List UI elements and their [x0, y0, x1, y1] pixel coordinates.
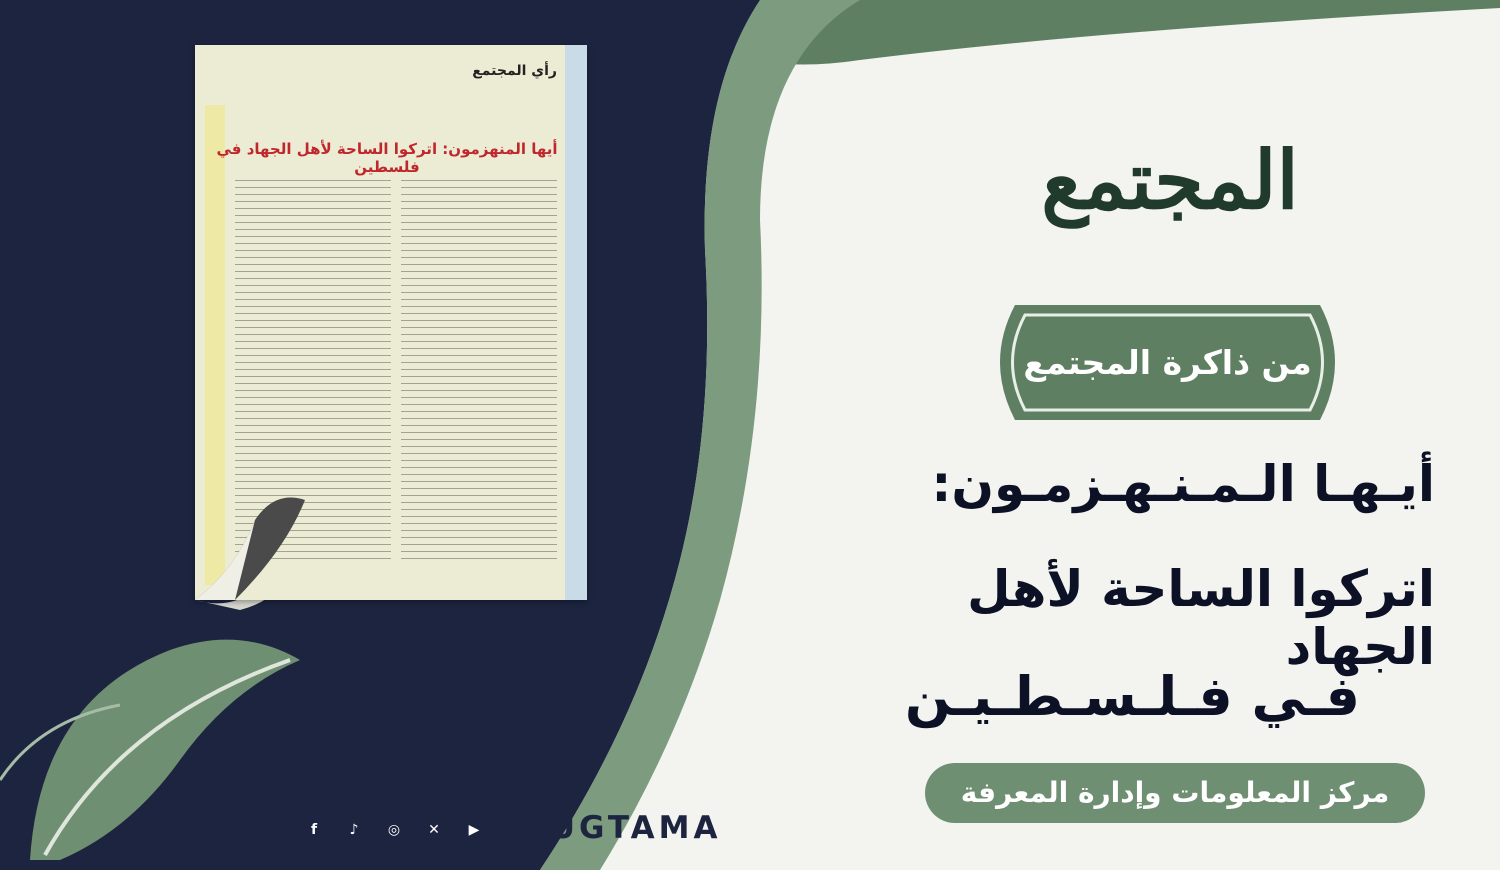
title-line-1: أيـهـا الـمـنـهـزمـون: — [931, 455, 1435, 513]
social-icons — [298, 812, 490, 848]
facebook-icon[interactable]: f — [298, 814, 330, 846]
page-curl — [195, 470, 325, 600]
brand-name: MUGTAMA — [515, 810, 722, 846]
ribbon-label: من ذاكرة المجتمع — [1023, 343, 1312, 382]
x-icon[interactable]: ✕ — [418, 814, 450, 846]
scan-edge — [565, 45, 587, 600]
youtube-icon[interactable]: ▶ — [458, 814, 490, 846]
scan-headline: أيها المنهزمون: اتركوا الساحة لأهل الجهاد في فلسطين — [216, 140, 558, 176]
tiktok-icon[interactable]: ♪ — [338, 814, 370, 846]
mugtama-logo: المجتمع — [1041, 133, 1299, 227]
title-line-2: اتركوا الساحة لأهل الجهاد — [967, 560, 1435, 676]
scan-section-tag: رأي المجتمع — [472, 63, 557, 79]
title-line-3: فـي فـلـسـطـيـن — [904, 665, 1360, 728]
instagram-icon[interactable]: ◎ — [378, 814, 410, 846]
newspaper-scan — [195, 45, 587, 600]
center-label: مركز المعلومات وإدارة المعرفة — [925, 763, 1425, 823]
